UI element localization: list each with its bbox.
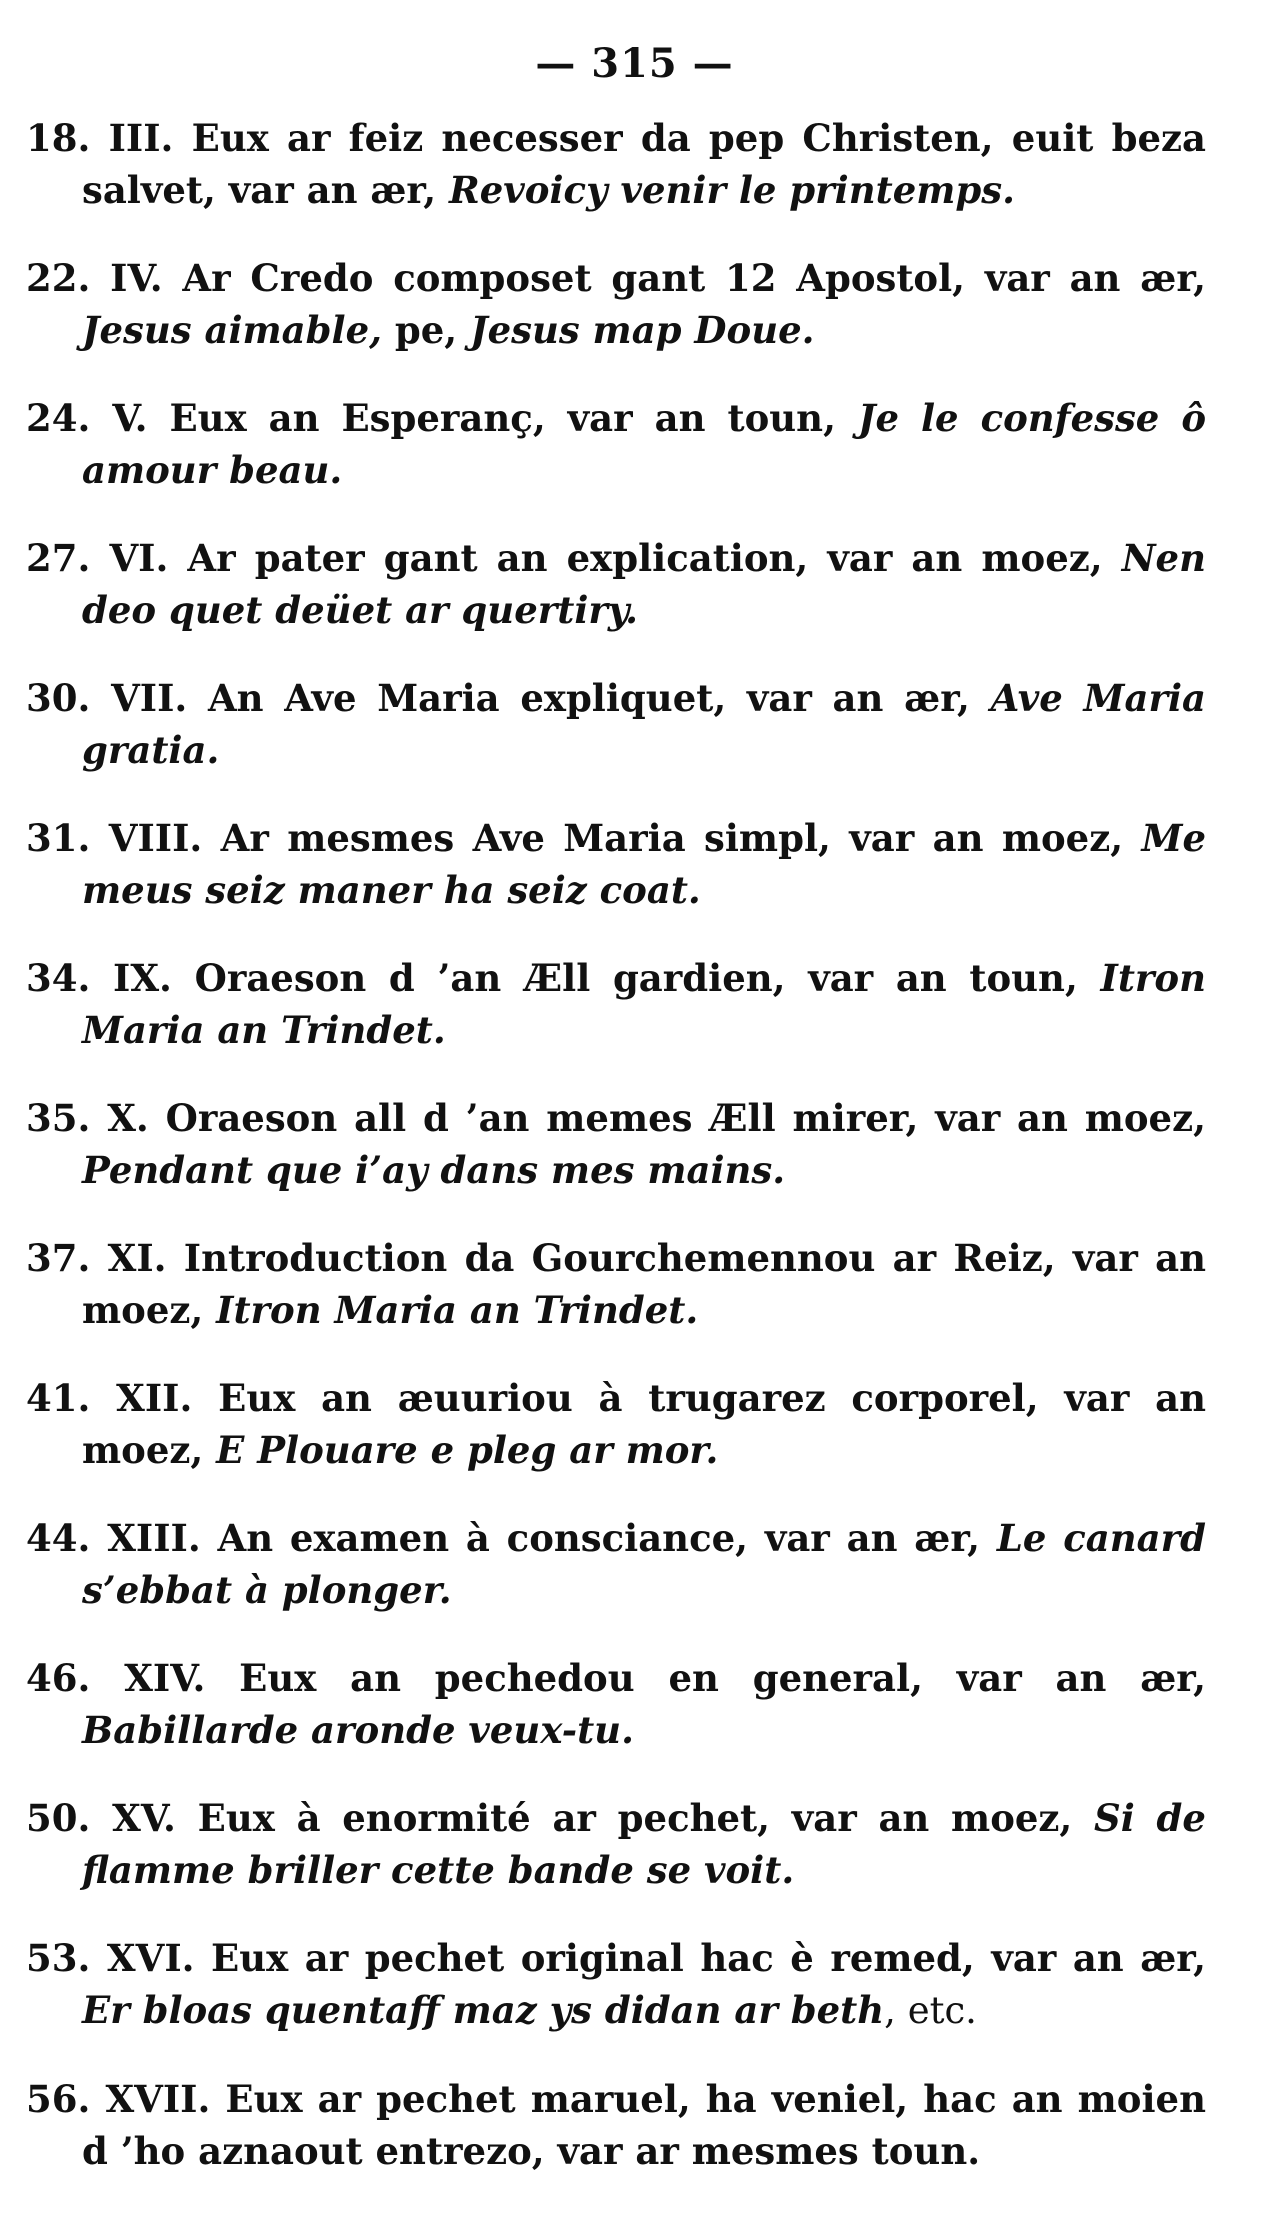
contents-entry [26,2073,1206,2177]
entry-page-number: 50. [26,1796,113,1840]
entry-title: XIV. Eux an pechedou en general, var an ær, [124,1656,1206,1700]
entry-title: XVII. Eux ar pechet maruel, ha veniel, hac an moien d ’ho aznaout entrezo, var ar mesmes toun. [82,2077,1206,2173]
entry-title: IX. Oraeson d ’an Æll gardien, var an toun, [113,956,1078,1000]
entry-tail: , etc. [884,1989,977,2032]
contents-entry [26,392,1206,496]
entry-page-number: 30. [26,676,112,720]
entry-tune: Nen deo quet deüet ar quertiry. [82,536,1206,632]
entry-tune: Babillarde aronde veux-tu. [82,1708,634,1752]
entry-tune: Itron Maria an Trindet. [82,956,1206,1052]
entry-title: VII. An Ave Maria expliquet, var an ær, [111,676,970,720]
contents-entry [26,112,1206,216]
entry-title: IV. Ar Credo composet gant 12 Apostol, var an ær, [110,256,1207,300]
contents-entry [26,1372,1206,1476]
contents-entry [26,812,1206,916]
contents-entry [26,1232,1206,1336]
entry-tune: Er bloas quentaff maz ys didan ar beth [82,1988,885,2032]
entry-page-number: 31. [26,816,109,860]
entry-tune-alt: Jesus map Doue. [470,308,815,352]
entry-tune: Ave Maria gratia. [82,676,1206,772]
entry-page-number: 46. [26,1656,125,1700]
entry-tune: Me meus seiz maner ha seiz coat. [82,816,1206,912]
contents-entry [26,1932,1206,2037]
entry-page-number: 18. [26,116,109,160]
entry-title: VIII. Ar mesmes Ave Maria simpl, var an moez, [108,816,1124,860]
entry-title: XVI. Eux ar pechet original hac è remed, var an ær, [106,1936,1206,1980]
entry-title: VI. Ar pater gant an explication, var an moez, [109,536,1103,580]
entry-title: III. Eux ar feiz necesser da pep Christen, euit beza salvet, var an ær, [82,116,1206,212]
page-number: — 315 — [535,40,734,87]
contents-entry [26,952,1206,1056]
entry-tune: Le canard s’ebbat à plonger. [82,1516,1206,1612]
entry-tune: Revoicy venir le printemps. [449,168,1015,212]
entry-tune: Je le confesse ô amour beau. [82,396,1206,492]
entry-page-number: 41. [26,1376,117,1420]
entry-tune: Si de flamme briller cette bande se voit. [82,1796,1206,1892]
entry-page-number: 53. [26,1936,107,1980]
entry-tail: pe, [382,308,471,352]
entry-page-number: 34. [26,956,114,1000]
entry-page-number: 56. [26,2077,106,2121]
entry-page-number: 37. [26,1236,108,1280]
entry-page-number: 24. [26,396,113,440]
entry-tune: E Plouare e pleg ar mor. [216,1428,719,1472]
contents-entry [26,1792,1206,1896]
contents-entry [26,1512,1206,1616]
entry-title: XI. Introduction da Gourchemennou ar Reiz, var an moez, [82,1236,1206,1332]
entry-page-number: 27. [26,536,110,580]
table-of-contents [26,112,1206,2213]
contents-entry [26,1092,1206,1196]
contents-entry [26,252,1206,356]
entry-tune: Pendant que i’ay dans mes mains. [82,1148,786,1192]
entry-tune: Itron Maria an Trindet. [216,1288,699,1332]
entry-title: V. Eux an Esperanç, var an toun, [112,396,836,440]
entry-title: XII. Eux an æuuriou à trugarez corporel, var an moez, [82,1376,1206,1472]
entry-title: XIII. An examen à consciance, var an ær, [107,1516,981,1560]
entry-title: X. Oraeson all d ’an memes Æll mirer, var an moez, [107,1096,1206,1140]
contents-entry [26,532,1206,636]
contents-entry [26,672,1206,776]
entry-title: XV. Eux à enormité ar pechet, var an moez, [112,1796,1073,1840]
entry-tune: Jesus aimable, [82,308,382,352]
entry-page-number: 22. [26,256,111,300]
entry-page-number: 44. [26,1516,108,1560]
contents-entry [26,1652,1206,1756]
entry-page-number: 35. [26,1096,108,1140]
